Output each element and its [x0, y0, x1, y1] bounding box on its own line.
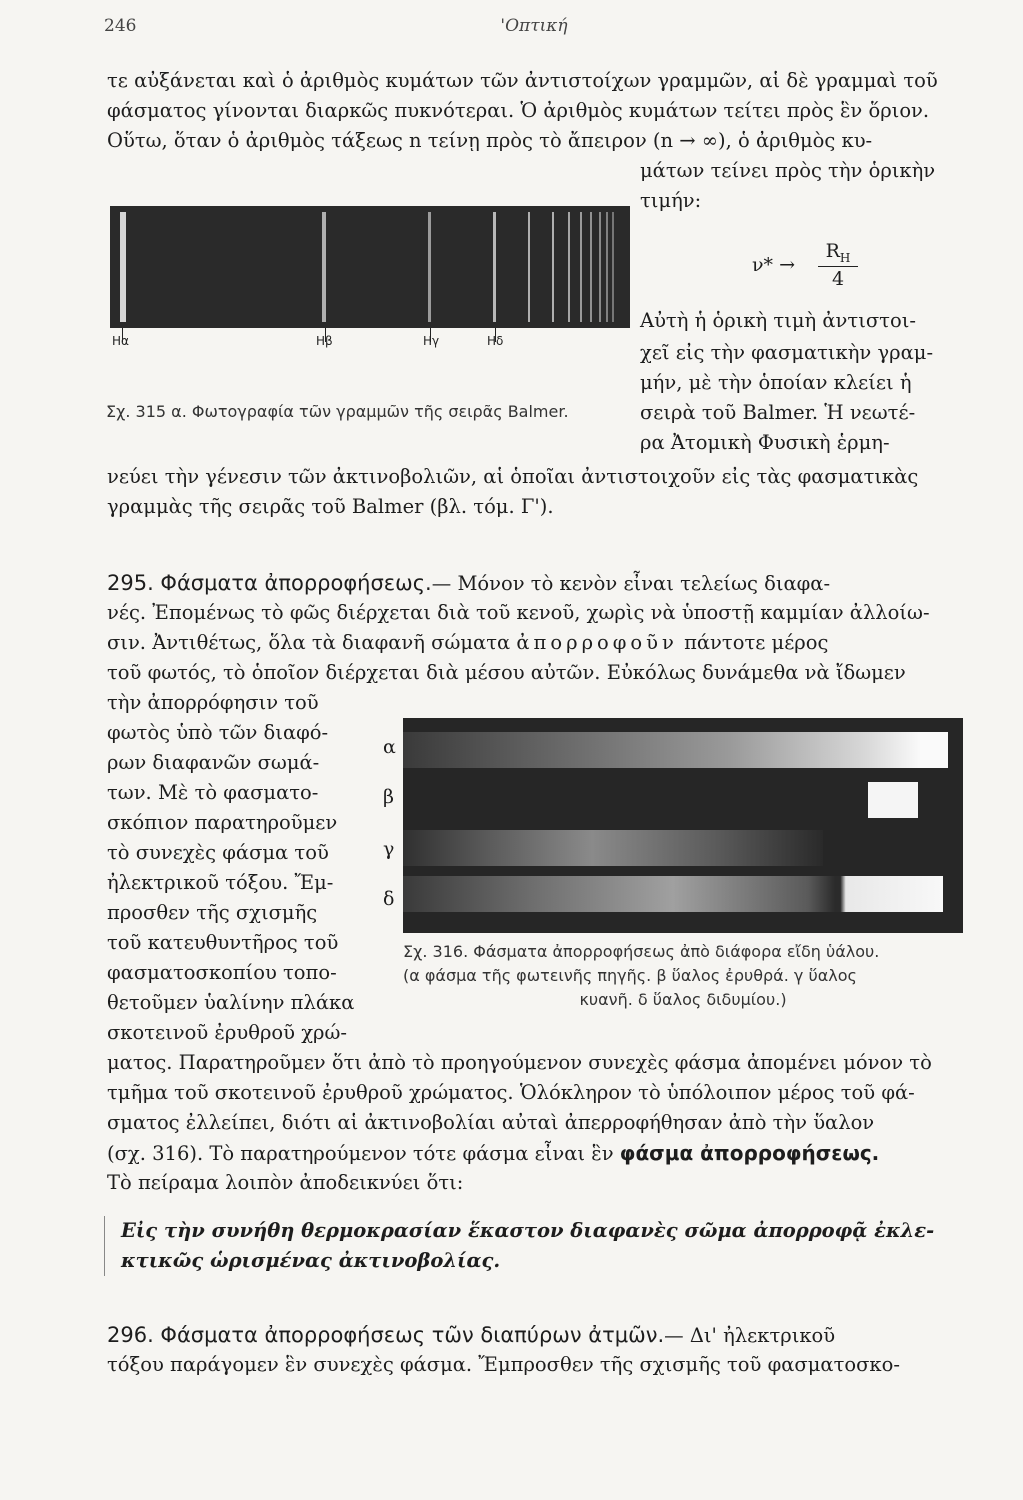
- spectrum-band-delta: [403, 876, 943, 912]
- limit-formula: [752, 240, 872, 292]
- figure-316-caption-line: (α φάσμα τῆς φωτεινῆς πηγῆς. β ὕαλος ἐρυθρά. γ ὕαλος: [403, 966, 857, 985]
- text-line: Μόνον τὸ κενὸν εἶναι τελείως διαφα-: [457, 572, 831, 595]
- statement-line: Εἰς τὴν συνήθη θερμοκρασίαν ἕκαστον διαφανὲς σῶμα ἀπορροφᾷ ἐκλε-: [121, 1219, 935, 1242]
- fraction-bar: [818, 266, 858, 267]
- text-line: φάσματος γίνονται διαρκῶς πυκνότεραι. Ὁ ἀριθμὸς κυμάτων τείτει πρὸς ἓν ὅριον.: [107, 99, 930, 122]
- formula-lhs: ν* →: [752, 254, 796, 276]
- spectrum-band-beta: [868, 782, 918, 818]
- text-line: Τὸ πείραμα λοιπὸν ἀποδεικνύει ὅτι:: [107, 1171, 464, 1194]
- text-line: σιν. Ἀντιθέτως, ὅλα τὰ διαφανῆ σώματα ἀπορροφοῦν πάντοτε μέρος: [107, 631, 829, 654]
- text-line: θετοῦμεν ὑαλίνην πλάκα: [107, 991, 355, 1014]
- page-header: [104, 16, 964, 40]
- text-line: φασματοσκοπίου τοπο-: [107, 961, 337, 984]
- label-beta: β: [383, 786, 394, 808]
- text-line: τὸ συνεχὲς φάσμα τοῦ: [107, 841, 329, 864]
- text-line: ἠλεκτρικοῦ τόξου. Ἔμ-: [107, 871, 334, 894]
- text-line: προσθεν τῆς σχισμῆς: [107, 901, 318, 924]
- label-h-delta: Hδ: [487, 334, 504, 348]
- emphasized-word: ἀπορροφοῦν: [516, 631, 678, 654]
- label-alpha: α: [383, 736, 396, 758]
- text-line: νές. Ἐπομένως τὸ φῶς διέρχεται διὰ τοῦ κενοῦ, χωρὶς νὰ ὑποστῇ καμμίαν ἀλλοίω-: [107, 601, 930, 624]
- label-h-gamma: Hγ: [423, 334, 440, 348]
- figure-316-caption-line: Σχ. 316. Φάσματα ἀπορροφήσεως ἀπὸ διάφορα εἴδη ὑάλου.: [403, 942, 880, 961]
- text-line: μάτων τείνει πρὸς τὴν ὁρικὴν: [640, 159, 936, 182]
- section-296-first-line: 296. Φάσματα ἀπορροφήσεως τῶν διαπύρων ἀτμῶν.— Δι' ἠλεκτρικοῦ: [107, 1323, 836, 1347]
- bold-term: φάσμα ἀπορροφήσεως.: [619, 1141, 880, 1165]
- section-295-heading: 295. Φάσματα ἀπορροφήσεως.: [107, 571, 432, 595]
- text-line: μήν, μὲ τὴν ὁποίαν κλείει ἡ: [640, 371, 912, 394]
- formula-numerator: $R_H$: [825, 240, 851, 265]
- figure-315a-caption: Σχ. 315 α. Φωτογραφία τῶν γραμμῶν τῆς σειρᾶς Balmer.: [106, 402, 569, 421]
- text-line: φωτὸς ὑπὸ τῶν διαφό-: [107, 721, 329, 744]
- section-295-first-line: 295. Φάσματα ἀπορροφήσεως.— Μόνον τὸ κενὸν εἶναι τελείως διαφα-: [107, 571, 831, 595]
- text-line: ρα Ἀτομικὴ Φυσικὴ ἑρμη-: [640, 431, 890, 454]
- balmer-series-photo: [110, 206, 630, 328]
- text-line: τιμήν:: [640, 189, 702, 212]
- text-line: τόξου παράγομεν ἓν συνεχὲς φάσμα. Ἔμπροσθεν τῆς σχισμῆς τοῦ φασματοσκο-: [107, 1353, 900, 1376]
- label-h-beta: Hβ: [316, 334, 333, 348]
- narrow-column: [107, 688, 357, 1048]
- text-line: Οὕτω, ὅταν ὁ ἀριθμὸς τάξεως n τείνῃ πρὸς τὸ ἄπειρον (n → ∞), ὁ ἀριθμὸς κυ-: [107, 129, 873, 152]
- text-line: τοῦ φωτός, τὸ ὁποῖον διέρχεται διὰ μέσου αὐτῶν. Εὐκόλως δυνάμεθα νὰ ἴδωμεν: [107, 661, 906, 684]
- section-296-heading: 296. Φάσματα ἀπορροφήσεως τῶν διαπύρων ἀτμῶν.: [107, 1323, 665, 1347]
- text-line: ματος. Παρατηροῦμεν ὅτι ἀπὸ τὸ προηγούμενον συνεχὲς φάσμα ἀπομένει μόνον τὸ: [107, 1051, 932, 1074]
- key-statement: [104, 1216, 965, 1276]
- spectrum-band-gamma: [403, 830, 823, 866]
- text-line: ρων διαφανῶν σωμά-: [107, 751, 320, 774]
- formula-denominator: 4: [831, 268, 845, 290]
- text-line: (σχ. 316). Τὸ παρατηρούμενον τότε φάσμα εἶναι ἓν φάσμα ἀπορροφήσεως.: [107, 1141, 880, 1165]
- text-line: τε αὐξάνεται καὶ ὁ ἀριθμὸς κυμάτων τῶν ἀντιστοίχων γραμμῶν, αἱ δὲ γραμμαὶ τοῦ: [107, 69, 938, 92]
- spectrum-band-alpha: [403, 732, 948, 768]
- label-gamma: γ: [383, 838, 395, 860]
- text-line: τοῦ κατευθυντῆρος τοῦ: [107, 931, 339, 954]
- text-line: γραμμὰς τῆς σειρᾶς τοῦ Balmer (βλ. τόμ. Γ').: [107, 495, 554, 518]
- text-line: σειρὰ τοῦ Balmer. Ἡ νεωτέ-: [640, 401, 916, 424]
- text-line: σκόπιον παρατηροῦμεν: [107, 811, 338, 834]
- text-line: σκοτεινοῦ ἐρυθροῦ χρώ-: [107, 1021, 347, 1044]
- text-line: των. Μὲ τὸ φασματο-: [107, 781, 319, 804]
- figure-316-caption-line: κυανῆ. δ ὕαλος διδυμίου.): [579, 990, 787, 1009]
- text-line: τμῆμα τοῦ σκοτεινοῦ ἐρυθροῦ χρώματος. Ὁλόκληρον τὸ ὑπόλοιπον μέρος τοῦ φά-: [107, 1081, 915, 1104]
- text-line: νεύει τὴν γένεσιν τῶν ἀκτινοβολιῶν, αἱ ὁποῖαι ἀντιστοιχοῦν εἰς τὰς φασματικὰς: [107, 465, 919, 488]
- label-h-alpha: Hα: [112, 334, 129, 348]
- text-line: χεῖ εἰς τὴν φασματικὴν γραμ-: [640, 341, 934, 364]
- text-line: τὴν ἀπορρόφησιν τοῦ: [107, 691, 319, 714]
- running-title: 'Οπτική: [500, 16, 568, 36]
- page-number: 246: [104, 16, 137, 36]
- absorption-spectra-photo: [403, 718, 963, 933]
- label-delta: δ: [383, 888, 395, 910]
- text-line: Αὐτὴ ἡ ὁρικὴ τιμὴ ἀντιστοι-: [640, 309, 916, 332]
- statement-line: κτικῶς ὡρισμένας ἀκτινοβολίας.: [121, 1249, 501, 1272]
- text-line: σματος ἐλλείπει, διότι αἱ ἀκτινοβολίαι αὐταὶ ἀπερροφήθησαν ἀπὸ τὴν ὕαλον: [107, 1111, 875, 1134]
